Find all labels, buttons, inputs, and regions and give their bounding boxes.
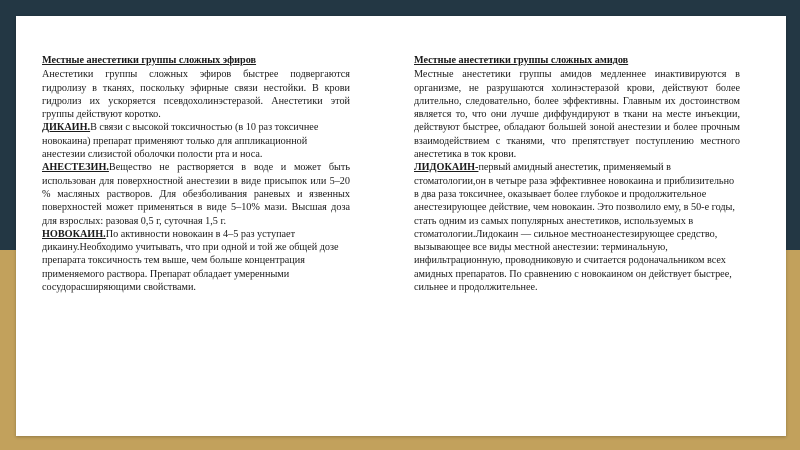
novokain-term: НОВОКАИН.: [42, 228, 106, 240]
lidokain-term: ЛИДОКАИН-: [414, 162, 479, 174]
dikain-term: ДИКАИН.: [42, 122, 91, 134]
esters-column: [42, 54, 350, 294]
esters-heading: Местные анестетики группы сложных эфиров: [42, 55, 257, 66]
anestezin-text: Вещество не растворяется в воде и может быть использован для поверхностной анестезии в виде присыпок или 5–20 % масляных растворов. Для обезболивания раневых и язвенных поверхностей может применяться в виде 5–10% мази. Высшая доза для взрослых: разовая 0,5 г, суточная 1,5 г.: [42, 162, 350, 227]
lidokain-text: первый амидный анестетик, применяемый в стоматологии,он в четыре раза эффективнее новокаина и приблизительно в два раза токсичнее, оказывает более глубокое и продолжительное анестезирующее действие, чем новокаин. Это позволило ему, в 50-е годы, стать одним из самых популярных анестетиков, используемых в стоматологии.Лидокаин — сильное местноанестезирующее средство, вызывающее все виды местной анестезии: терминальную, инфильтрационную, проводниковую и считается родоначальником всех амидных препаратов. По сравнению с новокаином он действует быстрее, сильнее и продолжительнее.: [414, 162, 735, 294]
anestezin-paragraph: [42, 161, 350, 227]
dikain-text: В связи с высокой токсичностью (в 10 раз токсичнее новокаина) препарат применяют только для аппликационной анестезии слизистой оболочки полости рта и носа.: [42, 122, 319, 161]
slide: [16, 16, 786, 436]
anestezin-term: АНЕСТЕЗИН.: [42, 162, 109, 174]
amides-heading: Местные анестетики группы сложных амидов: [414, 55, 629, 66]
novokain-text: По активности новокаин в 4–5 раз уступает дикаину.Необходимо учитывать, что при одной и той же общей дозе препарата токсичность тем выше, чем больше концентрация применяемого раствора. Препарат обладает умеренными сосудорасширяющими свойствами.: [42, 228, 339, 294]
lidokain-paragraph: [414, 161, 740, 294]
amides-intro: Местные анестетики группы амидов медленнее инактивируются в организме, не разрушаются холинэстеразой крови, действуют более длительно, следовательно, более эффективны. Главным их достоинством является то, что они лучше диффундируют в ткани на месте инъекции, действуют быстрее, обладают большей зоной анестезии и более прочным взаимодействием с тканями, что препятствует поступлению местного анестетика в ток крови.: [414, 69, 740, 161]
dikain-paragraph: [42, 121, 350, 161]
amides-column: [414, 54, 740, 294]
esters-intro: Анестетики группы сложных эфиров быстрее подвергаются гидролизу в тканях, поскольку эфирные связи нестойки. В крови гидролиз их ускоряется псевдохолинэстеразой. Анестетики этой группы действуют коротко.: [42, 69, 350, 121]
novokain-paragraph: [42, 228, 350, 294]
